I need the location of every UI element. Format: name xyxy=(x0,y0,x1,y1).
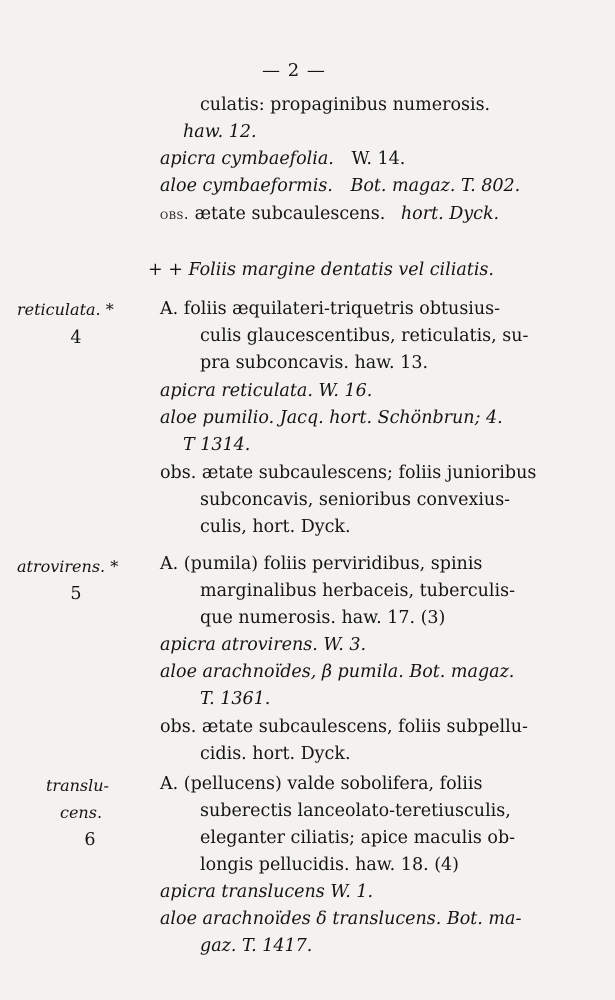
text-line: haw. 12. xyxy=(183,122,257,142)
text-line: que numerosis. haw. 17. (3) xyxy=(200,608,446,628)
text-line: pra subconcavis. haw. 13. xyxy=(200,353,429,373)
text-span: Bot. magaz. T. 802. xyxy=(350,176,521,196)
text-line xyxy=(160,148,405,170)
text-line: longis pellucidis. haw. 18. (4) xyxy=(200,855,459,875)
text-line: obs. ætate subcaulescens, foliis subpellu- xyxy=(160,717,528,737)
species-number: 5 xyxy=(70,584,82,604)
text-line: A. (pumila) foliis perviridibus, spinis xyxy=(160,554,483,574)
text-line: eleganter ciliatis; apice maculis ob- xyxy=(200,828,516,848)
text-span: apicra cymbaefolia. xyxy=(160,149,334,169)
text-line: suberectis lanceolato-teretiusculis, xyxy=(200,801,511,821)
text-line: T. 1361. xyxy=(200,689,271,709)
text-line: obs. ætate subcaulescens; foliis junioribus xyxy=(160,463,537,483)
text-span: obs. xyxy=(160,207,190,223)
species-number: 6 xyxy=(84,830,96,850)
text-line: aloe arachnoïdes δ translucens. Bot. ma- xyxy=(160,909,522,929)
species-label: translu- xyxy=(46,776,109,795)
text-line: gaz. T. 1417. xyxy=(200,936,313,956)
text-line: culatis: propaginibus numerosis. xyxy=(200,95,491,115)
section-heading: + + Foliis margine dentatis vel ciliatis. xyxy=(148,260,494,280)
text-line: apicra translucens W. 1. xyxy=(160,882,374,902)
text-line: A. (pellucens) valde sobolifera, foliis xyxy=(160,774,483,794)
text-line xyxy=(160,175,520,197)
species-label: reticulata. * xyxy=(17,300,114,319)
text-line: cidis. hort. Dyck. xyxy=(200,744,351,764)
text-line: marginalibus herbaceis, tuberculis- xyxy=(200,581,515,601)
text-line: aloe pumilio. Jacq. hort. Schönbrun; 4. xyxy=(160,408,503,428)
text-span: ætate subcaulescens. xyxy=(194,204,386,224)
text-line: A. foliis æquilateri-triquetris obtusius- xyxy=(160,299,501,319)
text-line: apicra reticulata. W. 16. xyxy=(160,381,373,401)
text-line: T 1314. xyxy=(183,435,251,455)
species-label: atrovirens. * xyxy=(17,557,119,576)
page-number: — 2 — xyxy=(262,60,326,81)
text-line: aloe arachnoïdes, β pumila. Bot. magaz. xyxy=(160,662,515,682)
text-line: culis, hort. Dyck. xyxy=(200,517,351,537)
text-line: culis glaucescentibus, reticulatis, su- xyxy=(200,326,529,346)
species-label: cens. xyxy=(60,803,103,822)
text-line xyxy=(160,203,499,226)
text-span: W. 14. xyxy=(351,149,406,169)
text-span: hort. Dyck. xyxy=(400,204,500,224)
text-line: subconcavis, senioribus convexius- xyxy=(200,490,511,510)
text-line: apicra atrovirens. W. 3. xyxy=(160,635,367,655)
text-span: aloe cymbaeformis. xyxy=(160,176,333,196)
species-number: 4 xyxy=(70,328,82,348)
